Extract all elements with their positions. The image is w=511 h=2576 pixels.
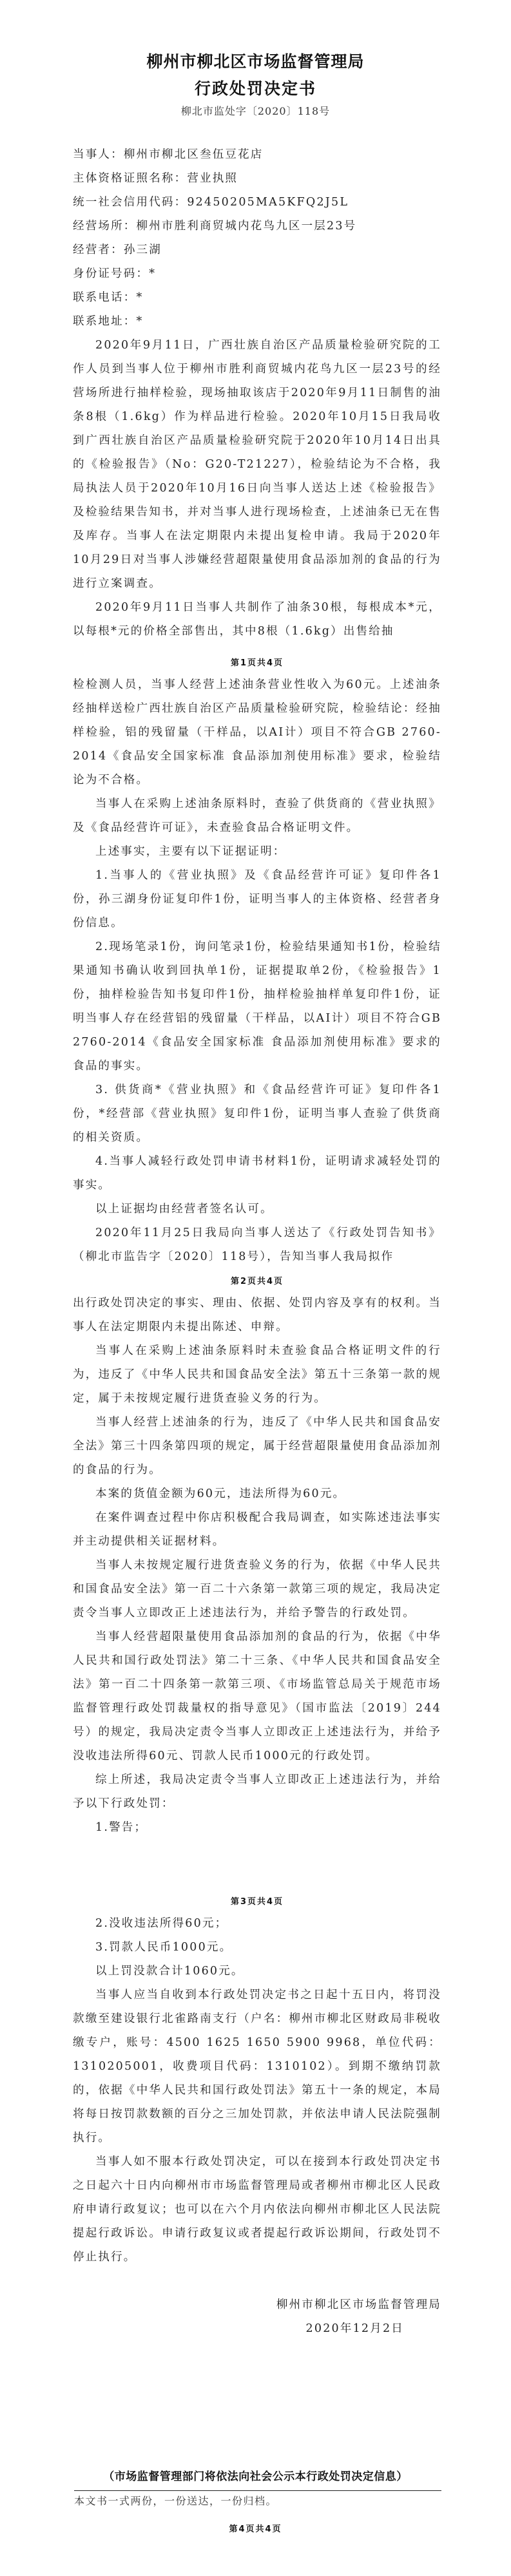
copies-note: 本文书一式两份，一份送达，一份归档。 [74,2495,278,2507]
operator-value: 孙三湖 [123,243,162,256]
party-name-row [73,143,441,167]
id-row [73,262,441,286]
penalty-total: 以上罚没款合计1060元。 [95,1965,244,1978]
operator-row [73,238,441,262]
premises-value: 柳州市胜利商贸城内花鸟九区一层23号 [136,220,357,233]
penalty-item-3: 3.罚款人民币1000元。 [95,1941,233,1954]
paragraph-sales-b: 检检测人员，当事人经营上述油条营业性收入为60元。上述油条经抽样送检广西壮族自治区产品质量检验研究院，检验结论：经抽样检验，铝的残留量（干样品，以AI计）项目不符合GB 2760-2014《食品安全国家标准 食品添加剂使用标准》要求，检验结论为不合格。 [73,678,441,787]
page-number-2: 第2页共4页 [230,1277,284,1286]
license-label: 主体资格证照名称： [73,172,188,185]
paragraph-evidence-intro: 上述事实，主要有以下证据证明： [95,845,286,858]
paragraph-summary: 综上所述，我局决定责令当事人立即改正上述违法行为，并给予以下行政处罚： [73,1773,441,1810]
phone-row [73,286,441,310]
penalty-item-2: 2.没收违法所得60元； [95,1917,228,1930]
page-number-4: 第4页共4页 [229,2524,282,2534]
license-value: 营业执照 [187,172,238,185]
address-row [73,310,441,334]
section-page1 [73,334,441,644]
evidence-item-4: 4.当事人减轻行政处罚申请书材料1份，证明请求减轻处罚的事实。 [73,1155,441,1192]
paragraph-facts: 2020年9月11日，广西壮族自治区产品质量检验研究院的工作人员到当事人位于柳州市胜利商贸城内花鸟九区一层23号的经营场所进行抽样检验，现场抽取该店于2020年9月11日制售的油条8根（1.6kg）作为样品进行检验。2020年10月15日我局收到广西壮族自治区产品质量检验研究院于2020年10月14日出具的《检验报告》（No：G20-T21227），检验结论为不合格，我局执法人员于2020年10月16日向当事人送达上述《检验报告》及检验结果告知书，并对当事人进行现场检查，上述油条已无在售及库存。当事人在法定期限内未提出复检申请。我局于2020年10月29日对当事人涉嫌经营超限量使用食品添加剂的食品的行为进行立案调查。 [73,339,441,590]
spacer [73,2269,441,2293]
paragraph-violation-2: 当事人经营上述油条的行为，违反了《中华人民共和国食品安全法》第三十四条第四项的规定，属于经营超限量使用食品添加剂的食品的行为。 [73,1416,441,1476]
document-title: 行政处罚决定书 [194,79,316,98]
paragraph-purchase: 当事人在采购上述油条原料时，查验了供货商的《营业执照》及《食品经营许可证》，未查验食品合格证明文件。 [73,797,441,834]
paragraph-sales-a: 2020年9月11日当事人共制作了油条30根，每根成本*元，以每根*元的价格全部售出，其中8根（1.6kg）出售给抽 [73,601,441,638]
premises-row [73,215,441,238]
evidence-item-1: 1.当事人的《营业执照》及《食品经营许可证》复印件各1份，孙三湖身份证复印件1份，证明当事人的主体资格、经营者身份信息。 [73,869,441,930]
id-value: * [149,267,157,280]
paragraph-notice-a: 2020年11月25日我局向当事人送达了《行政处罚告知书》（柳北市监告字〔2020〕118号），告知当事人我局拟作 [73,1226,441,1263]
section-page4 [73,1893,441,2341]
paragraph-appeal: 当事人如不服本行政处罚决定，可以在接到本行政处罚决定书之日起六十日内向柳州市市场监督管理局或者柳州市柳北区人民政府申请行政复议；也可以在六个月内依法向柳州市柳北区人民法院提起行政诉讼。申请行政复议或者提起行政诉讼期间，行政处罚不停止执行。 [73,2155,441,2264]
section-page2 [73,654,441,1269]
paragraph-notice-b: 出行政处罚决定的事实、理由、依据、处罚内容及享有的权利。当事人在法定期限内未提出陈述、申辩。 [73,1297,441,1333]
credit-code-label: 统一社会信用代码： [73,196,188,209]
page-number-1: 第1页共4页 [230,658,284,668]
evidence-item-2: 2.现场笔录1份，询问笔录1份，检验结果通知书1份，检验结果通知书确认收到回执单1份，证据提取单2份，《检验报告》1份，抽样检验告知书复印件1份，抽样检验抽样单复印件1份，证明当事人存在经营铝的残留量（干样品，以AI计）项目不符合GB 2760-2014《食品安全国家标准 食品添加剂使用标准》要求的食品的事实。 [73,940,441,1073]
party-name: 柳州市柳北区叁伍豆花店 [123,148,264,161]
signature-date: 2020年12月2日 [305,2322,404,2335]
paragraph-payment: 当事人应当自收到本行政处罚决定书之日起十五日内，将罚没款缴至建设银行北雀路南支行（户名：柳州市柳北区财政局非税收缴专户，账号：4500 1625 1650 5900 9968，单位代码：1310205001，收费项目代码：1310102）。到期不缴纳罚款的，依据《中华人民共和国行政处罚法》第五十一条的规定，本局将每日按罚款数额的百分之三加处罚款，并依法申请人民法院强制执行。 [73,1989,441,2144]
credit-code-value: 92450205MA5KFQ2J5L [187,196,349,209]
party-name-label: 当事人： [73,148,124,161]
evidence-item-3: 3. 供货商*《营业执照》和《食品经营许可证》复印件各1份，*经营部《营业执照》复印件1份，证明当事人查验了供货商的相关资质。 [73,1083,441,1144]
credit-code-row [73,191,441,215]
agency-title: 柳州市柳北区市场监督管理局 [146,52,365,71]
section-page3 [73,1272,441,1840]
paragraph-violation-1: 当事人在采购上述油条原料时未查验食品合格证明文件的行为，违反了《中华人民共和国食品安全法》第五十三条第一款的规定，属于未按规定履行进货查验义务的行为。 [73,1344,441,1405]
address-label: 联系地址： [73,315,137,328]
paragraph-value: 本案的货值金额为60元，违法所得为60元。 [95,1487,346,1500]
premises-label: 经营场所： [73,220,137,233]
page-number-3: 第3页共4页 [230,1897,284,1907]
document-number: 柳北市监处字〔2020〕118号 [180,105,331,117]
paragraph-decision-2: 当事人经营超限量使用食品添加剂的食品的行为，依据《中华人民共和国行政处罚法》第二十三条、《中华人民共和国食品安全法》第一百二十四条第一款第三项、《市场监管总局关于规范市场监督管理行政处罚裁量权的指导意见》（国市监法〔2019〕244号）的规定，我局决定责令当事人立即改正上述违法行为，并给予没收违法所得60元、罚款人民币1000元的行政处罚。 [73,1630,441,1762]
paragraph-cooperation: 在案件调查过程中你店积极配合我局调查，如实陈述违法事实并主动提供相关证据材料。 [73,1511,441,1548]
operator-label: 经营者： [73,243,124,256]
address-value: * [136,315,144,328]
phone-label: 联系电话： [73,291,137,304]
signature-agency: 柳州市柳北区市场监督管理局 [276,2298,441,2311]
paragraph-evidence-signed: 以上证据均由经营者签名认可。 [95,1203,273,1216]
paragraph-decision-1: 当事人未按规定履行进货查验义务的行为，依据《中华人民共和国食品安全法》第一百二十六条第一款第三项的规定，我局决定责令当事人立即改正上述违法行为，并给予警告的行政处罚。 [73,1559,441,1619]
id-label: 身份证号码： [73,267,149,280]
divider-line [74,2490,441,2491]
license-row [73,167,441,191]
party-info [73,143,441,334]
phone-value: * [136,291,144,304]
penalty-item-1: 1.警告； [95,1821,148,1834]
public-notice: （市场监督管理部门将依法向社会公示本行政处罚决定信息） [103,2470,408,2483]
